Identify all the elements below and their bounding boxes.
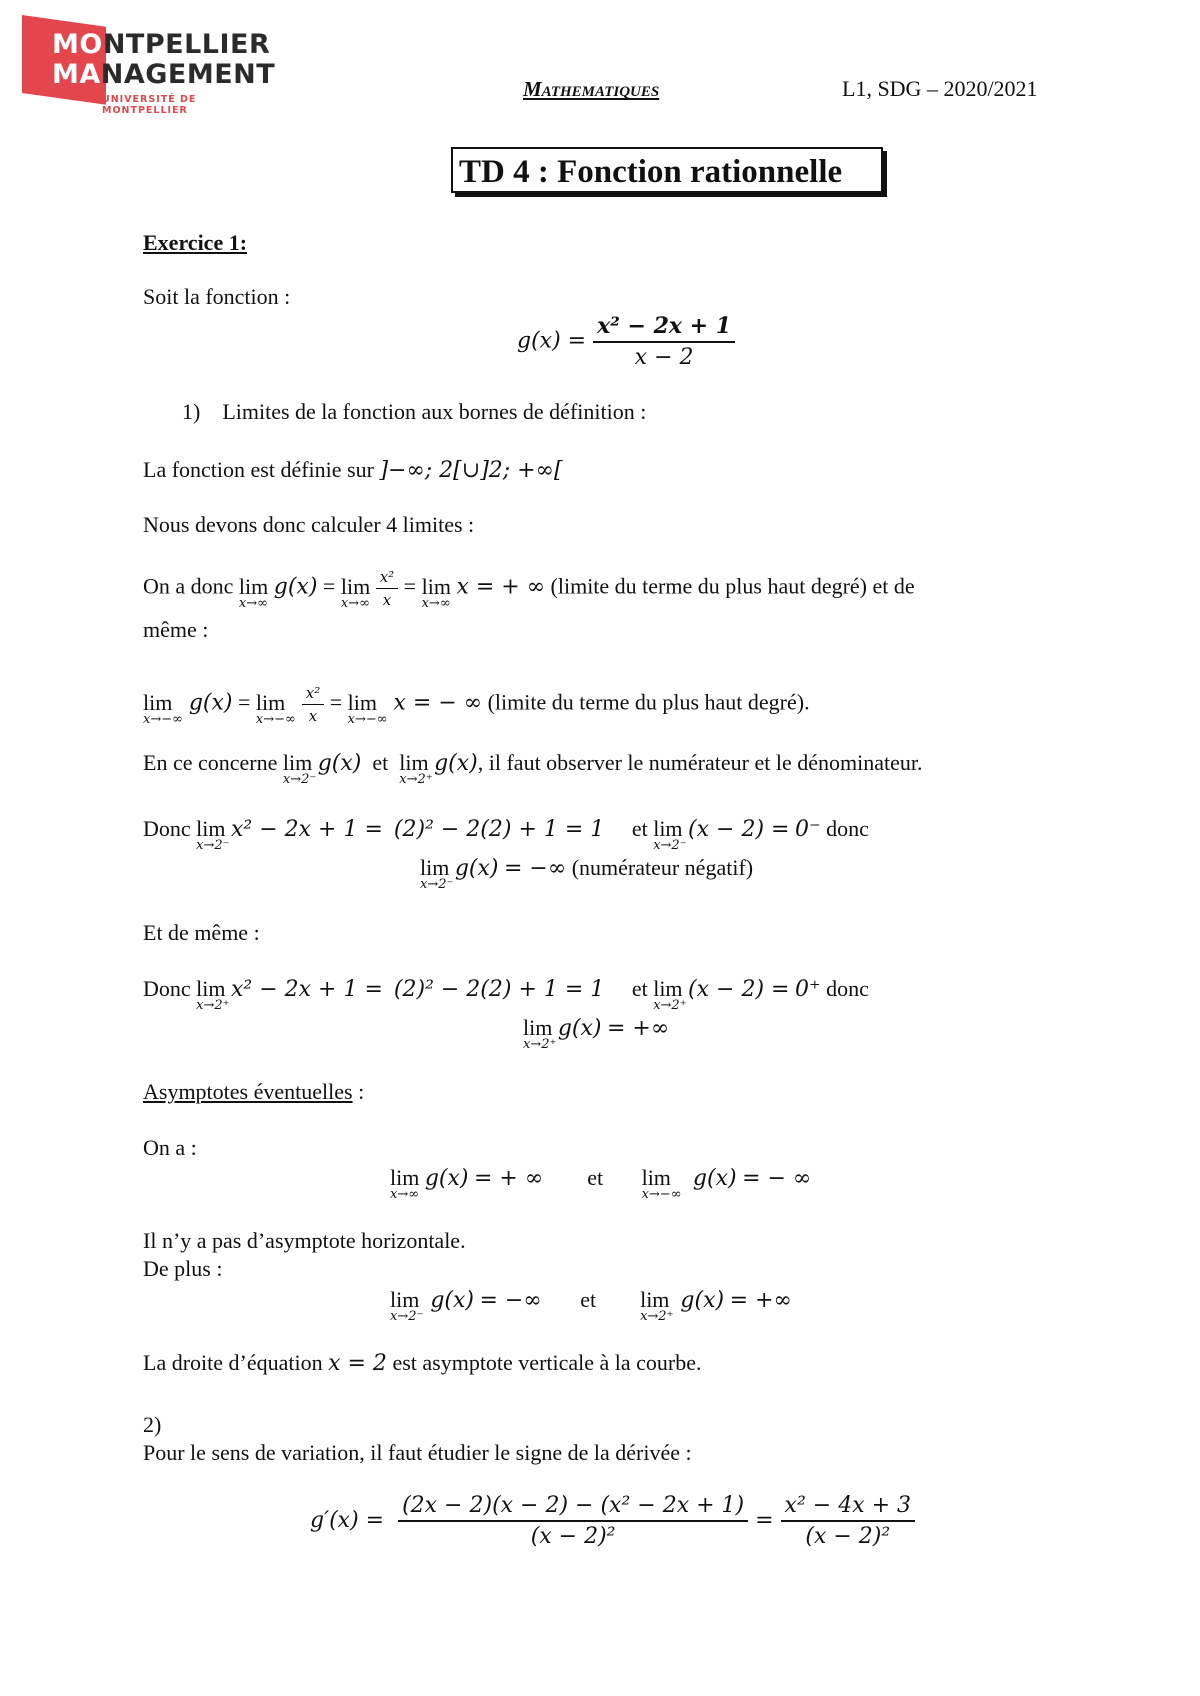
domain-text: La fonction est définie sur (143, 457, 380, 482)
highest-degree-note: (limite du terme du plus haut degré). (482, 689, 810, 715)
lim-sub: x→−∞ (143, 711, 183, 727)
text-on-a: On a : (143, 1135, 197, 1160)
frac-den: x (308, 707, 318, 725)
lim-word: lim (640, 1287, 670, 1312)
lim-word: lim (196, 976, 226, 1001)
numerator-expr: x² − 2x + 1 = (231, 817, 383, 842)
lim-18 (640, 1287, 674, 1324)
g-denominator: x − 2 (634, 345, 694, 370)
eq-sign: = (322, 573, 336, 599)
lim-word: lim (282, 750, 313, 775)
gx: g(x) (430, 1288, 474, 1313)
lim-word: lim (421, 573, 451, 599)
eq-plus-inf: = +∞ (729, 1288, 792, 1313)
donc-2plus-line (143, 976, 869, 1013)
lim-sub: x→2⁺ (196, 998, 230, 1013)
lim-sub: x→2⁻ (196, 838, 230, 853)
lim-word: lim (523, 1015, 553, 1040)
lim-word: lim (143, 689, 173, 715)
numerator-value: (2)² − 2(2) + 1 = 1 (393, 977, 605, 1002)
frac-num: x² (376, 568, 398, 589)
text-no-horizontal: Il n’y a pas d’asymptote horizontale. (143, 1228, 466, 1253)
text-sens-variation: Pour le sens de variation, il faut étudier le signe de la dérivée : (143, 1440, 692, 1465)
lim-word: lim (420, 855, 450, 880)
gprime-numerator: (2x − 2)(x − 2) − (x² − 2x + 1) (398, 1493, 748, 1522)
lim-word: lim (347, 689, 378, 715)
denominator-expr: (x − 2) = (688, 817, 790, 842)
asymptotes-heading-line (143, 1079, 364, 1105)
lim-sub: x→2⁻ (390, 1309, 424, 1324)
donc-word: donc (826, 976, 869, 1001)
eq-minus-inf: = − ∞ (742, 1166, 812, 1191)
lim-word: lim (653, 976, 683, 1001)
text-et-de-meme: Et de même : (143, 920, 260, 945)
lim-word: lim (653, 816, 683, 841)
numerator-expr: x² − 2x + 1 = (231, 977, 383, 1002)
lim-word: lim (196, 816, 226, 841)
et-text: et (580, 1287, 597, 1312)
lim-sub: x→−∞ (347, 711, 388, 727)
exercise-heading: Exercice 1: (143, 230, 248, 255)
zero-minus: 0⁻ (794, 817, 821, 842)
lim-7 (282, 750, 317, 787)
result-2minus (420, 855, 754, 892)
gx: g(x) (434, 751, 478, 776)
eq-plus-inf: = + ∞ (474, 1166, 544, 1191)
question-1: 1) Limites de la fonction aux bornes de définition : (182, 399, 647, 424)
lim-2 (340, 573, 371, 611)
logo-line-2: MANAGEMENT (52, 59, 276, 90)
lim-sub: x→2⁺ (523, 1037, 557, 1052)
lim-word: lim (641, 1165, 671, 1190)
donc-text: Donc (143, 816, 191, 841)
gprime-lhs: g′(x) = (310, 1508, 385, 1533)
text-meme: même : (143, 617, 209, 642)
vertical-asymptote-line (143, 1350, 702, 1376)
eq-sign: = (238, 689, 251, 715)
derivative-formula (310, 1493, 915, 1549)
function-definition (517, 313, 735, 370)
lim-8 (399, 750, 433, 787)
et-text: et (372, 750, 389, 775)
eq-sign: = (403, 573, 417, 599)
et-text: et (631, 976, 648, 1001)
lim-word: lim (255, 689, 286, 715)
eq-sign: = (755, 1508, 774, 1533)
eq-sign: = (329, 689, 343, 715)
colon: : (352, 1079, 365, 1104)
donc-2minus-line (143, 816, 869, 853)
gx: g(x) (454, 856, 499, 881)
lim-14 (523, 1015, 557, 1052)
droite-tail: est asymptote verticale à la courbe. (386, 1350, 702, 1375)
lim-sub: x→−∞ (255, 711, 296, 727)
lim-sub: x→−∞ (641, 1187, 682, 1202)
lim-3 (421, 573, 451, 611)
gx: g(x) (424, 1166, 469, 1191)
lim-15 (390, 1165, 420, 1202)
lim-sub: x→∞ (390, 1187, 420, 1202)
et-text: et (631, 816, 648, 841)
x-eq-plus-inf: x = + ∞ (456, 574, 546, 600)
lim-9 (196, 816, 230, 853)
g-lhs: g(x) = (517, 328, 587, 354)
et-text: et (587, 1165, 604, 1190)
droite-math: x = 2 (328, 1351, 387, 1376)
gprime-fraction-1 (398, 1493, 748, 1549)
lim-sub: x→2⁺ (653, 998, 687, 1013)
lim-word: lim (238, 573, 269, 599)
lim-6 (347, 689, 388, 727)
logo-line-1: MONTPELLIER (52, 29, 271, 60)
concerne-text: En ce concerne (143, 750, 278, 775)
lim-1 (238, 573, 269, 611)
result-2plus (523, 1015, 670, 1052)
zero-plus: 0⁺ (794, 977, 821, 1002)
lim-word: lim (399, 750, 429, 775)
limits-infinity-row (390, 1165, 812, 1202)
gprime-denominator-simplified: (x − 2)² (805, 1524, 891, 1549)
limit-minus-inf-line (143, 684, 810, 725)
lim-sub: x→∞ (238, 595, 268, 611)
gx: g(x) (692, 1166, 737, 1191)
header-level: L1, SDG – 2020/2021 (842, 76, 1038, 101)
question-2: 2) (143, 1412, 162, 1437)
x2-over-x (302, 684, 324, 725)
lim-13 (653, 976, 687, 1013)
domain-line (143, 457, 563, 483)
lim-11 (420, 855, 454, 892)
lim-sub: x→∞ (421, 595, 451, 611)
text-soit: Soit la fonction : (143, 284, 291, 309)
lim-sub: x→2⁻ (282, 772, 317, 787)
lim-sub: x→2⁺ (399, 772, 433, 787)
donc-word: donc (826, 816, 869, 841)
concerne-line (143, 750, 923, 787)
x2-over-x (376, 568, 398, 609)
logo-subtitle: UNIVERSITÉ DE MONTPELLIER (102, 94, 197, 116)
g-numerator: x² − 2x + 1 (593, 313, 735, 343)
droite-text: La droite d’équation (143, 1350, 329, 1375)
gprime-fraction-2 (781, 1493, 915, 1549)
lim-word: lim (390, 1287, 420, 1312)
domain-math: ]−∞; 2[∪]2; +∞[ (379, 458, 563, 483)
lim-sub: x→2⁻ (653, 838, 687, 853)
x-eq-minus-inf: x = − ∞ (393, 690, 483, 716)
frac-den: x (382, 591, 392, 609)
g-fraction (593, 313, 735, 370)
limit-plus-inf-line (143, 568, 915, 609)
limits-two-row (390, 1287, 792, 1324)
eq-plus-inf: = +∞ (607, 1016, 670, 1041)
highest-degree-note: (limite du terme du plus haut degré) et de (545, 573, 915, 599)
concerne-tail: , il faut observer le numérateur et le dénominateur. (477, 750, 923, 775)
text-nous: Nous devons donc calculer 4 limites : (143, 512, 475, 537)
lim-17 (390, 1287, 424, 1324)
on-a-donc-text: On a donc (143, 573, 234, 599)
gx: g(x) (317, 751, 362, 776)
page-title: TD 4 : Fonction rationnelle (451, 147, 883, 193)
university-logo (22, 15, 282, 116)
text-de-plus: De plus : (143, 1256, 223, 1281)
gprime-denominator: (x − 2)² (530, 1524, 616, 1549)
frac-num: x² (302, 684, 324, 705)
eq-minus-inf: = −∞ (504, 856, 567, 881)
lim-word: lim (340, 573, 371, 599)
gx: g(x) (680, 1288, 725, 1313)
gx: g(x) (557, 1016, 602, 1041)
header-subject: Mathematiques (523, 77, 660, 101)
asymptotes-heading: Asymptotes éventuelles (143, 1079, 353, 1104)
lim-sub: x→2⁻ (420, 877, 454, 892)
eq-minus-inf: = −∞ (479, 1288, 542, 1313)
gprime-numerator-simplified: x² − 4x + 3 (781, 1493, 915, 1522)
lim-12 (196, 976, 230, 1013)
lim-4 (143, 689, 183, 727)
lim-5 (255, 689, 296, 727)
donc-text: Donc (143, 976, 191, 1001)
lim-16 (641, 1165, 682, 1202)
gx: g(x) (188, 690, 233, 716)
lim-sub: x→∞ (340, 595, 370, 611)
lim-10 (653, 816, 687, 853)
numerator-value: (2)² − 2(2) + 1 = 1 (393, 817, 605, 842)
denominator-expr: (x − 2) = (688, 977, 790, 1002)
lim-sub: x→2⁺ (640, 1309, 674, 1324)
lim-word: lim (390, 1165, 420, 1190)
gx: g(x) (273, 574, 318, 600)
numerateur-negatif: (numérateur négatif) (566, 855, 754, 880)
